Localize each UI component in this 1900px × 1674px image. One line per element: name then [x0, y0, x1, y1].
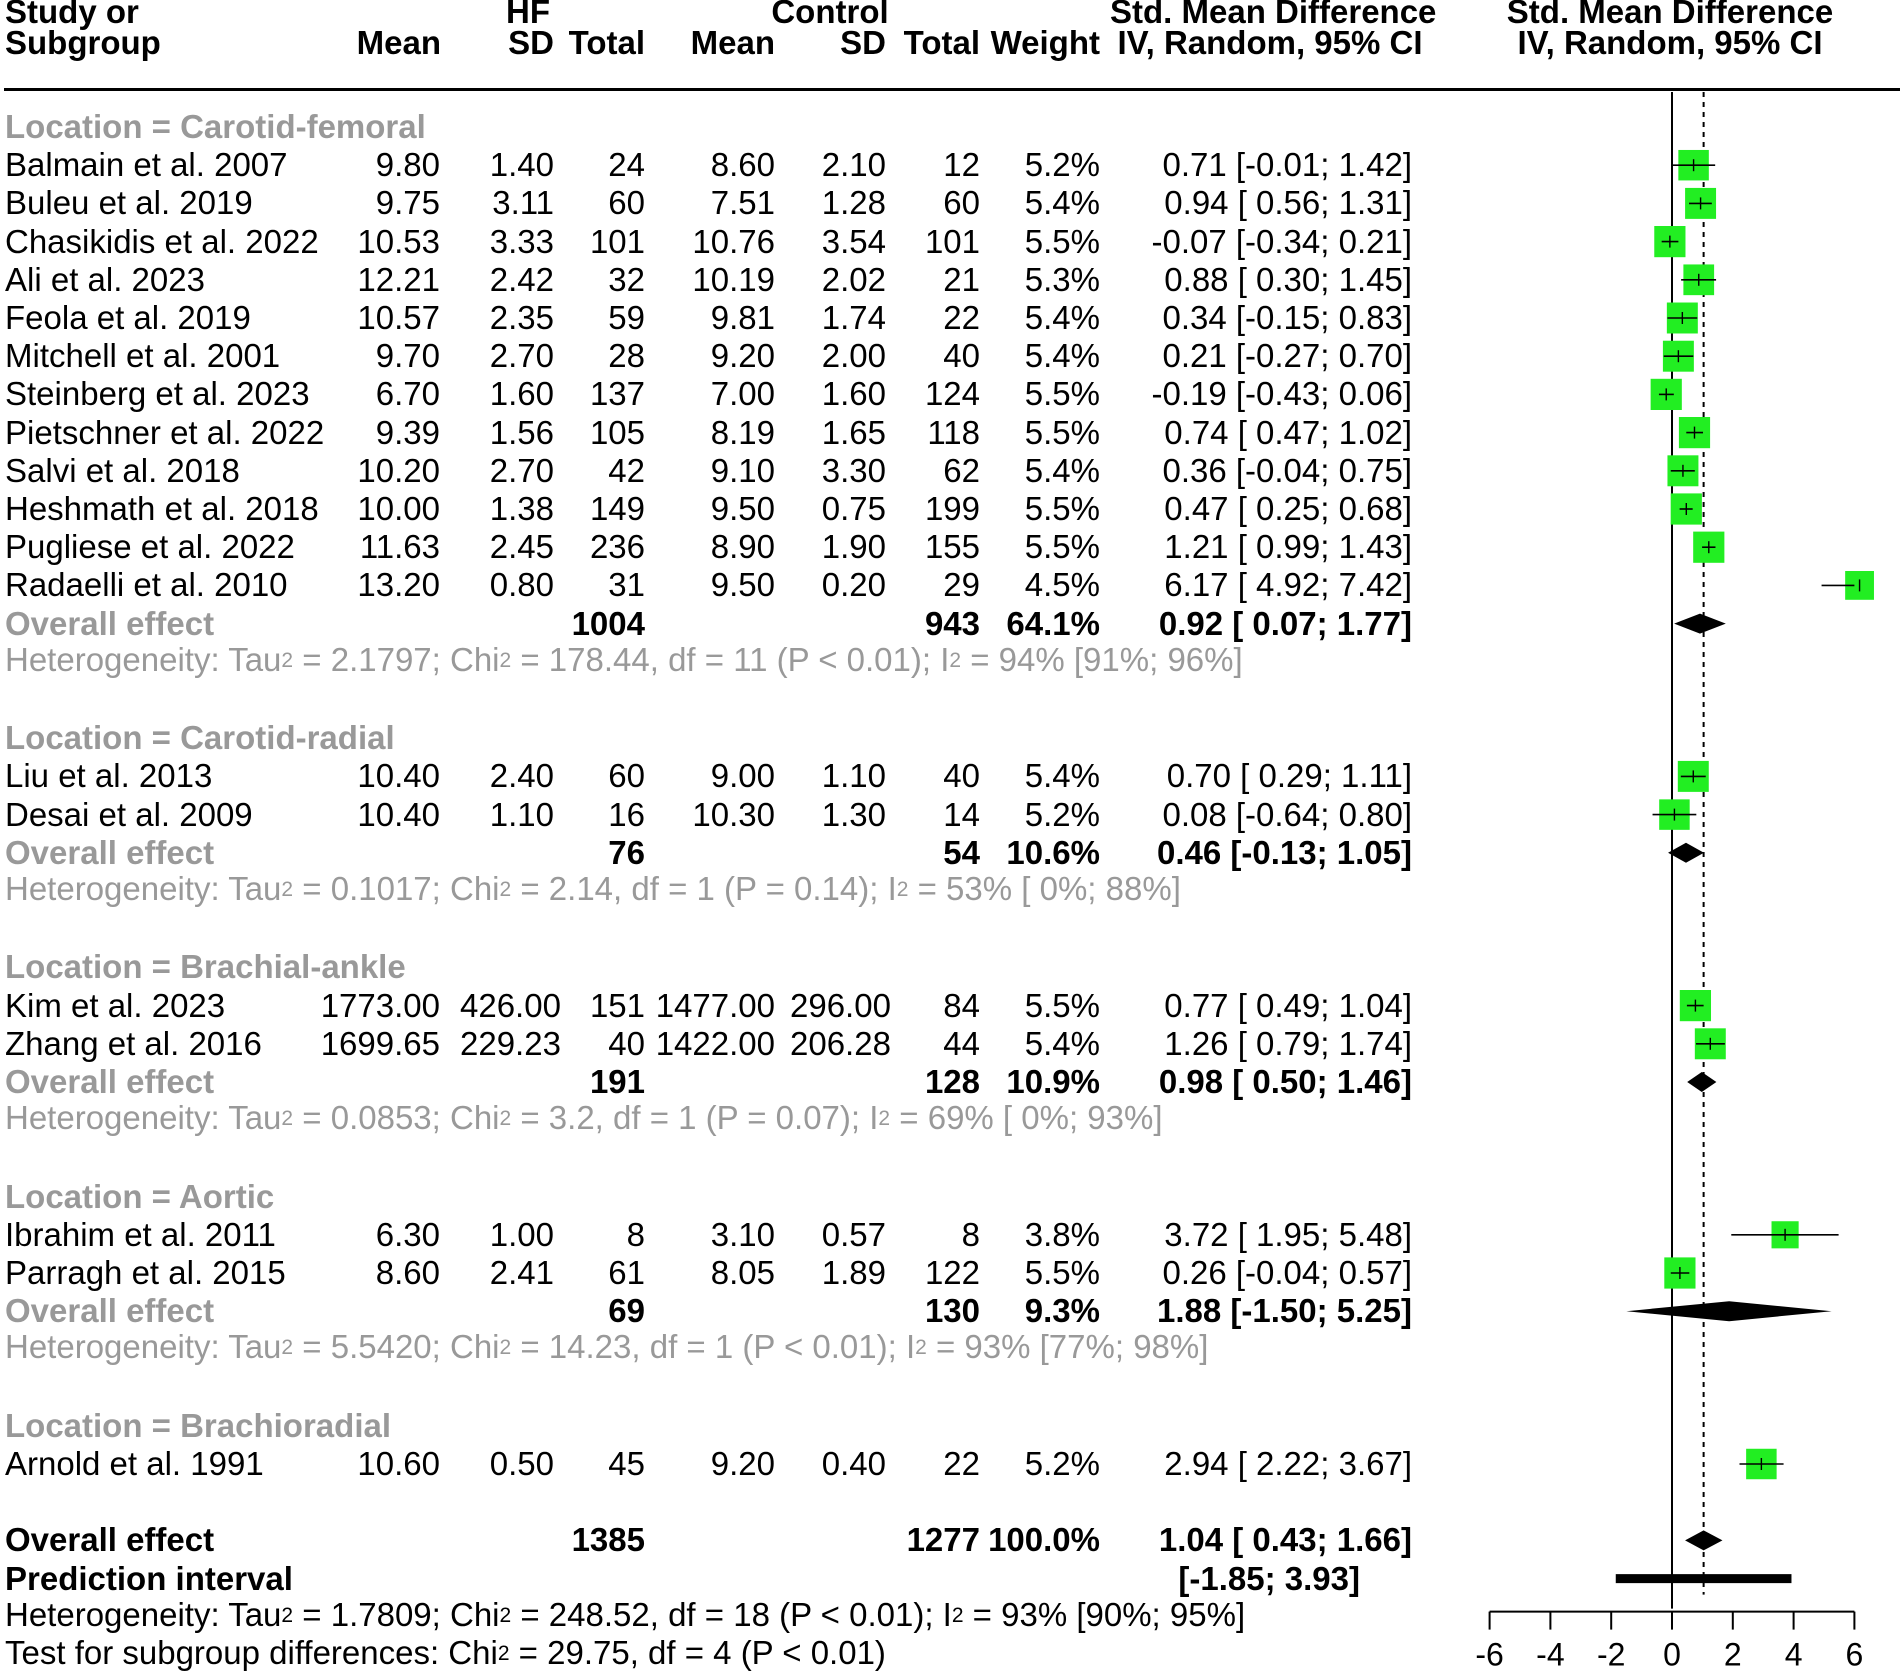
study-name: Pugliese et al. 2022: [5, 528, 295, 566]
overall-ctrl-total: 943: [924, 604, 980, 642]
overall-ctrl-total: 128: [924, 1063, 980, 1100]
text-part: = 2.14, df = 1 (P = 0.14); I: [511, 870, 897, 907]
study-ctrl-sd: 3.54: [821, 222, 886, 260]
study-ci: 0.94 [ 0.56; 1.31]: [1164, 184, 1412, 222]
study-hf-total: 31: [608, 566, 645, 604]
study-hf-total: 60: [608, 757, 645, 795]
study-name: Feola et al. 2019: [5, 299, 251, 336]
study-ctrl-mean: 10.19: [692, 260, 775, 298]
text-part: = 14.23, df = 1 (P < 0.01); I: [511, 1328, 916, 1366]
study-ci: -0.07 [-0.34; 0.21]: [1151, 222, 1412, 260]
study-hf-total: 59: [608, 299, 645, 336]
study-ci: 0.71 [-0.01; 1.42]: [1162, 146, 1412, 184]
study-ctrl-mean: 9.20: [710, 337, 775, 375]
study-weight: 4.5%: [1024, 566, 1100, 604]
study-ctrl-total: 12: [943, 146, 980, 184]
text-part: = 248.52, df = 18 (P < 0.01); I: [511, 1595, 952, 1633]
study-name: Ali et al. 2023: [5, 260, 205, 298]
study-ctrl-mean: 9.81: [710, 299, 775, 336]
study-hf-total: 45: [608, 1445, 645, 1482]
superscript: 2: [951, 1603, 964, 1627]
study-hf-mean: 10.00: [357, 490, 440, 527]
subgroup-label: Location = Aortic: [5, 1177, 275, 1215]
superscript: 2: [281, 1603, 294, 1627]
subgroup-overall-label: Overall effect: [5, 833, 215, 871]
study-hf-sd: 2.70: [489, 337, 554, 375]
study-ctrl-sd: 2.00: [821, 337, 886, 375]
study-name: Desai et al. 2009: [5, 795, 253, 833]
study-ctrl-mean: 1477.00: [655, 986, 775, 1024]
study-ctrl-total: 118: [927, 413, 980, 451]
study-ctrl-sd: 1.65: [821, 413, 886, 451]
study-name: Liu et al. 2013: [5, 757, 213, 795]
study-ctrl-mean: 8.60: [710, 146, 775, 184]
header-hf-total: Total: [568, 24, 645, 61]
overall-ci: 0.92 [ 0.07; 1.77]: [1158, 604, 1412, 642]
study-ci: 0.88 [ 0.30; 1.45]: [1164, 260, 1412, 298]
study-ctrl-sd: 296.00: [790, 986, 891, 1024]
header-smd-method: IV, Random, 95% CI: [1117, 24, 1423, 61]
superscript: 2: [499, 878, 512, 901]
study-name: Buleu et al. 2019: [5, 184, 253, 222]
study-ctrl-sd: 2.02: [821, 260, 886, 298]
header-weight: Weight: [990, 24, 1100, 61]
subgroup-overall-label: Overall effect: [5, 604, 215, 642]
x-tick-label: 0: [1663, 1636, 1681, 1673]
study-ctrl-mean: 10.76: [692, 222, 775, 260]
superscript: 2: [499, 648, 512, 672]
study-hf-total: 8: [626, 1215, 645, 1253]
study-hf-sd: 2.42: [489, 260, 554, 298]
study-ci: 2.94 [ 2.22; 3.67]: [1164, 1445, 1412, 1482]
overall-hf-total: 69: [608, 1292, 645, 1330]
study-ci: 1.26 [ 0.79; 1.74]: [1164, 1024, 1412, 1062]
study-name: Zhang et al. 2016: [5, 1024, 262, 1062]
prediction-interval-ci: [-1.85; 3.93]: [1178, 1559, 1360, 1597]
study-weight: 5.5%: [1024, 413, 1100, 451]
study-ctrl-mean: 8.90: [710, 528, 775, 566]
overall-effect-diamond: [1687, 1072, 1716, 1092]
prediction-interval-label: Prediction interval: [5, 1559, 293, 1597]
study-weight: 5.4%: [1024, 299, 1100, 336]
study-ctrl-mean: 9.00: [710, 757, 775, 795]
study-ci: 3.72 [ 1.95; 5.48]: [1164, 1215, 1412, 1253]
footnote-text: [5, 1635, 886, 1671]
study-hf-total: 32: [608, 260, 645, 298]
superscript: 2: [878, 1107, 891, 1131]
study-hf-sd: 2.41: [489, 1254, 554, 1291]
study-ctrl-sd: 1.89: [821, 1254, 886, 1291]
study-name: Ibrahim et al. 2011: [5, 1215, 276, 1253]
study-ci: 1.21 [ 0.99; 1.43]: [1164, 528, 1412, 566]
text-part: Heterogeneity: Tau: [5, 1099, 282, 1137]
subgroup-label: Location = Brachioradial: [5, 1406, 392, 1444]
text-part: = 5.5420; Chi: [293, 1328, 500, 1366]
study-hf-sd: 2.35: [489, 299, 554, 336]
study-hf-total: 149: [589, 490, 645, 527]
study-hf-sd: 1.10: [489, 795, 554, 833]
study-ctrl-mean: 8.19: [710, 413, 775, 451]
study-ci: 0.36 [-0.04; 0.75]: [1162, 451, 1412, 489]
text-part: = 93% [77%; 98%]: [926, 1328, 1209, 1366]
text-part: Heterogeneity: Tau: [5, 870, 282, 907]
text-part: = 0.1017; Chi: [293, 870, 500, 907]
study-ci: 0.34 [-0.15; 0.83]: [1162, 299, 1412, 336]
study-ctrl-sd: 0.20: [821, 566, 886, 604]
study-ctrl-total: 122: [924, 1254, 980, 1291]
study-name: Mitchell et al. 2001: [5, 337, 281, 375]
footnote-text: [5, 1597, 1245, 1633]
study-ctrl-sd: 1.28: [821, 184, 886, 222]
study-name: Radaelli et al. 2010: [5, 566, 288, 604]
overall-ci: 1.04 [ 0.43; 1.66]: [1158, 1521, 1412, 1559]
study-hf-mean: 10.53: [357, 222, 440, 260]
overall-weight: 64.1%: [1006, 604, 1100, 642]
study-hf-mean: 9.39: [375, 413, 440, 451]
heterogeneity-text: [5, 1329, 1208, 1365]
text-part: = 93% [90%; 95%]: [963, 1595, 1246, 1633]
overall-hf-total: 1004: [571, 604, 645, 642]
study-hf-total: 28: [608, 337, 645, 375]
subgroup-label: Location = Carotid-femoral: [5, 108, 426, 145]
header-hf-mean: Mean: [356, 24, 441, 61]
study-ctrl-total: 40: [943, 757, 980, 795]
study-hf-sd: 229.23: [460, 1024, 561, 1062]
header-ctrl-sd: SD: [840, 24, 886, 61]
superscript: 2: [499, 1336, 512, 1360]
x-tick-label: 6: [1845, 1636, 1864, 1673]
x-tick-label: -6: [1475, 1636, 1504, 1673]
study-ctrl-sd: 1.74: [821, 299, 886, 336]
study-hf-sd: 2.40: [489, 757, 554, 795]
study-hf-mean: 11.63: [359, 528, 440, 566]
study-ctrl-total: 8: [961, 1215, 980, 1253]
study-weight: 5.4%: [1024, 1024, 1100, 1062]
overall-hf-total: 1385: [571, 1521, 645, 1559]
header-ctrl-mean: Mean: [690, 24, 775, 61]
study-ctrl-sd: 1.10: [821, 757, 886, 795]
study-name: Salvi et al. 2018: [5, 451, 240, 489]
study-weight: 5.5%: [1024, 986, 1100, 1024]
superscript: 2: [497, 1642, 510, 1665]
study-hf-total: 151: [589, 986, 645, 1024]
text-part: = 0.0853; Chi: [293, 1099, 500, 1137]
study-weight: 5.4%: [1024, 184, 1100, 222]
study-hf-mean: 1773.00: [320, 986, 440, 1024]
study-ctrl-sd: 0.75: [821, 490, 886, 527]
study-ctrl-total: 84: [943, 986, 980, 1024]
text-part: Heterogeneity: Tau: [5, 1595, 282, 1633]
study-hf-sd: 1.56: [489, 413, 554, 451]
study-weight: 5.5%: [1024, 375, 1100, 413]
study-weight: 5.4%: [1024, 451, 1100, 489]
study-ctrl-total: 155: [924, 528, 980, 566]
text-part: = 94% [91%; 96%]: [961, 640, 1243, 678]
study-name: Heshmath et al. 2018: [5, 490, 319, 527]
subgroup-label: Location = Brachial-ankle: [5, 948, 406, 986]
study-hf-mean: 6.30: [375, 1215, 440, 1253]
study-hf-sd: 2.70: [489, 451, 554, 489]
study-weight: 5.5%: [1024, 1254, 1100, 1291]
header-hf-sd: SD: [508, 24, 554, 61]
study-ci: 0.74 [ 0.47; 1.02]: [1164, 413, 1412, 451]
total-overall-label: Overall effect: [5, 1521, 215, 1559]
study-ci: 0.47 [ 0.25; 0.68]: [1164, 490, 1412, 527]
study-hf-total: 42: [608, 451, 645, 489]
study-ctrl-sd: 3.30: [821, 451, 886, 489]
overall-hf-total: 191: [589, 1063, 645, 1100]
study-ctrl-total: 29: [943, 566, 980, 604]
study-ctrl-sd: 1.60: [821, 375, 886, 413]
study-hf-mean: 10.60: [357, 1445, 440, 1482]
superscript: 2: [281, 1107, 294, 1131]
study-weight: 5.3%: [1024, 260, 1100, 298]
study-hf-mean: 12.21: [357, 260, 440, 298]
study-weight: 5.2%: [1024, 1445, 1100, 1482]
study-ctrl-sd: 206.28: [790, 1024, 891, 1062]
overall-ci: 0.98 [ 0.50; 1.46]: [1158, 1063, 1412, 1100]
overall-ctrl-total: 54: [943, 833, 980, 871]
study-ctrl-total: 60: [943, 184, 980, 222]
study-ctrl-mean: 9.20: [710, 1445, 775, 1482]
study-hf-sd: 0.50: [489, 1445, 554, 1482]
overall-weight: 100.0%: [988, 1521, 1100, 1559]
study-hf-mean: 13.20: [357, 566, 440, 604]
header-plot-method: IV, Random, 95% CI: [1517, 24, 1823, 61]
study-ctrl-mean: 9.50: [710, 490, 775, 527]
superscript: 2: [915, 1336, 927, 1360]
subgroup-overall-label: Overall effect: [5, 1063, 215, 1100]
x-tick-label: -2: [1596, 1636, 1626, 1673]
study-hf-mean: 10.57: [357, 299, 440, 336]
study-hf-mean: 9.80: [375, 146, 440, 184]
overall-weight: 10.6%: [1006, 833, 1100, 871]
text-part: = 53% [ 0%; 88%]: [908, 870, 1181, 907]
study-hf-sd: 1.38: [489, 490, 554, 527]
study-ctrl-mean: 8.05: [710, 1254, 775, 1291]
study-weight: 5.5%: [1024, 528, 1100, 566]
study-hf-sd: 2.45: [489, 528, 554, 566]
x-tick-label: 2: [1723, 1636, 1742, 1673]
study-weight: 5.2%: [1024, 146, 1100, 184]
superscript: 2: [281, 1336, 294, 1360]
study-ctrl-total: 40: [943, 337, 980, 375]
heterogeneity-text: [5, 1100, 1163, 1136]
study-hf-sd: 0.80: [489, 566, 554, 604]
study-hf-mean: 8.60: [375, 1254, 440, 1291]
study-ctrl-mean: 9.50: [710, 566, 775, 604]
header-control-group: Control: [771, 0, 889, 30]
study-name: Parragh et al. 2015: [5, 1254, 286, 1291]
study-ctrl-total: 62: [943, 451, 980, 489]
superscript: 2: [896, 878, 909, 901]
study-hf-total: 40: [608, 1024, 645, 1062]
header-plot-title: Std. Mean Difference: [1506, 0, 1834, 30]
study-hf-mean: 10.40: [357, 795, 440, 833]
study-ci: -0.19 [-0.43; 0.06]: [1151, 375, 1412, 413]
study-name: Steinberg et al. 2023: [5, 375, 310, 413]
study-hf-mean: 9.75: [375, 184, 440, 222]
study-hf-sd: 1.00: [489, 1215, 554, 1253]
heterogeneity-text: [5, 871, 1181, 907]
study-ctrl-total: 14: [943, 795, 980, 833]
header-study-line2: Subgroup: [5, 24, 161, 61]
header-ctrl-total: Total: [903, 24, 980, 61]
text-part: = 2.1797; Chi: [293, 640, 500, 678]
text-part: Heterogeneity: Tau: [5, 1328, 282, 1366]
overall-effect-diamond: [1674, 614, 1726, 634]
study-ci: 0.08 [-0.64; 0.80]: [1162, 795, 1412, 833]
study-ctrl-mean: 9.10: [710, 451, 775, 489]
study-ctrl-total: 21: [943, 260, 980, 298]
study-ctrl-sd: 0.40: [821, 1445, 886, 1482]
header-hf-group: HF: [506, 0, 550, 30]
overall-weight: 10.9%: [1006, 1063, 1100, 1100]
study-ctrl-total: 124: [924, 375, 980, 413]
study-hf-total: 60: [608, 184, 645, 222]
study-hf-mean: 9.70: [375, 337, 440, 375]
overall-ci: 1.88 [-1.50; 5.25]: [1157, 1292, 1412, 1330]
superscript: 2: [499, 1603, 512, 1627]
overall-ctrl-total: 130: [924, 1292, 980, 1330]
study-weight: 5.4%: [1024, 757, 1100, 795]
text-part: = 178.44, df = 11 (P < 0.01); I: [511, 640, 950, 678]
overall-ctrl-total: 1277: [906, 1521, 980, 1559]
text-part: = 1.7809; Chi: [293, 1595, 500, 1633]
study-weight: 5.4%: [1024, 337, 1100, 375]
study-hf-mean: 1699.65: [320, 1024, 440, 1062]
study-hf-total: 16: [608, 795, 645, 833]
study-weight: 5.5%: [1024, 222, 1100, 260]
study-ctrl-total: 22: [943, 299, 980, 336]
header-study-line1: Study or: [5, 0, 139, 30]
study-hf-total: 61: [608, 1254, 645, 1291]
superscript: 2: [499, 1107, 512, 1131]
study-name: Pietschner et al. 2022: [5, 413, 325, 451]
overall-weight: 9.3%: [1024, 1292, 1100, 1330]
overall-hf-total: 76: [608, 833, 645, 871]
study-hf-total: 105: [589, 413, 645, 451]
text-part: = 3.2, df = 1 (P = 0.07); I: [511, 1099, 879, 1137]
study-name: Chasikidis et al. 2022: [5, 222, 319, 260]
study-ci: 0.26 [-0.04; 0.57]: [1162, 1254, 1412, 1291]
subgroup-label: Location = Carotid-radial: [5, 719, 395, 757]
text-part: Heterogeneity: Tau: [5, 640, 282, 678]
study-ctrl-sd: 1.30: [821, 795, 886, 833]
superscript: 2: [949, 648, 962, 672]
study-ci: 0.21 [-0.27; 0.70]: [1162, 337, 1412, 375]
study-weight: 5.2%: [1024, 795, 1100, 833]
study-name: Kim et al. 2023: [5, 986, 226, 1024]
study-hf-sd: 3.33: [489, 222, 554, 260]
study-ctrl-mean: 3.10: [710, 1215, 775, 1253]
study-ctrl-sd: 1.90: [821, 528, 886, 566]
study-ci: 0.77 [ 0.49; 1.04]: [1164, 986, 1412, 1024]
superscript: 2: [281, 878, 294, 901]
x-tick-label: -4: [1536, 1636, 1565, 1673]
study-hf-total: 236: [589, 528, 645, 566]
study-ctrl-mean: 1422.00: [655, 1024, 775, 1062]
study-ctrl-total: 44: [943, 1024, 980, 1062]
study-hf-mean: 6.70: [375, 375, 440, 413]
overall-ci: 0.46 [-0.13; 1.05]: [1157, 833, 1412, 871]
study-ctrl-mean: 7.00: [710, 375, 775, 413]
study-ci: 0.70 [ 0.29; 1.11]: [1166, 757, 1412, 795]
text-part: Test for subgroup differences: Chi: [5, 1634, 498, 1671]
study-ci: 6.17 [ 4.92; 7.42]: [1164, 566, 1412, 604]
text-part: = 29.75, df = 4 (P < 0.01): [509, 1634, 886, 1671]
study-ctrl-sd: 2.10: [821, 146, 886, 184]
header-smd-title: Std. Mean Difference: [1110, 0, 1437, 30]
study-hf-sd: 1.40: [489, 146, 554, 184]
study-hf-mean: 10.40: [357, 757, 440, 795]
text-part: = 69% [ 0%; 93%]: [890, 1099, 1163, 1137]
heterogeneity-text: [5, 642, 1243, 678]
overall-effect-diamond: [1685, 1530, 1722, 1550]
study-ctrl-mean: 7.51: [710, 184, 775, 222]
x-tick-label: 4: [1784, 1636, 1803, 1673]
study-weight: 5.5%: [1024, 490, 1100, 527]
study-hf-total: 137: [589, 375, 645, 413]
study-name: Balmain et al. 2007: [5, 146, 288, 184]
study-ctrl-total: 22: [943, 1445, 980, 1482]
superscript: 2: [281, 648, 294, 672]
study-weight: 3.8%: [1024, 1215, 1100, 1253]
study-ctrl-mean: 10.30: [692, 795, 775, 833]
study-hf-total: 101: [589, 222, 645, 260]
study-hf-sd: 3.11: [492, 184, 554, 222]
study-hf-sd: 426.00: [460, 986, 561, 1024]
study-ctrl-sd: 0.57: [821, 1215, 886, 1253]
overall-effect-diamond: [1668, 843, 1704, 863]
subgroup-overall-label: Overall effect: [5, 1292, 215, 1330]
study-hf-total: 24: [608, 146, 645, 184]
study-ctrl-total: 199: [924, 490, 980, 527]
study-ctrl-total: 101: [924, 222, 980, 260]
study-name: Arnold et al. 1991: [5, 1445, 264, 1482]
overall-effect-diamond: [1626, 1301, 1831, 1321]
study-hf-sd: 1.60: [489, 375, 554, 413]
study-hf-mean: 10.20: [357, 451, 440, 489]
